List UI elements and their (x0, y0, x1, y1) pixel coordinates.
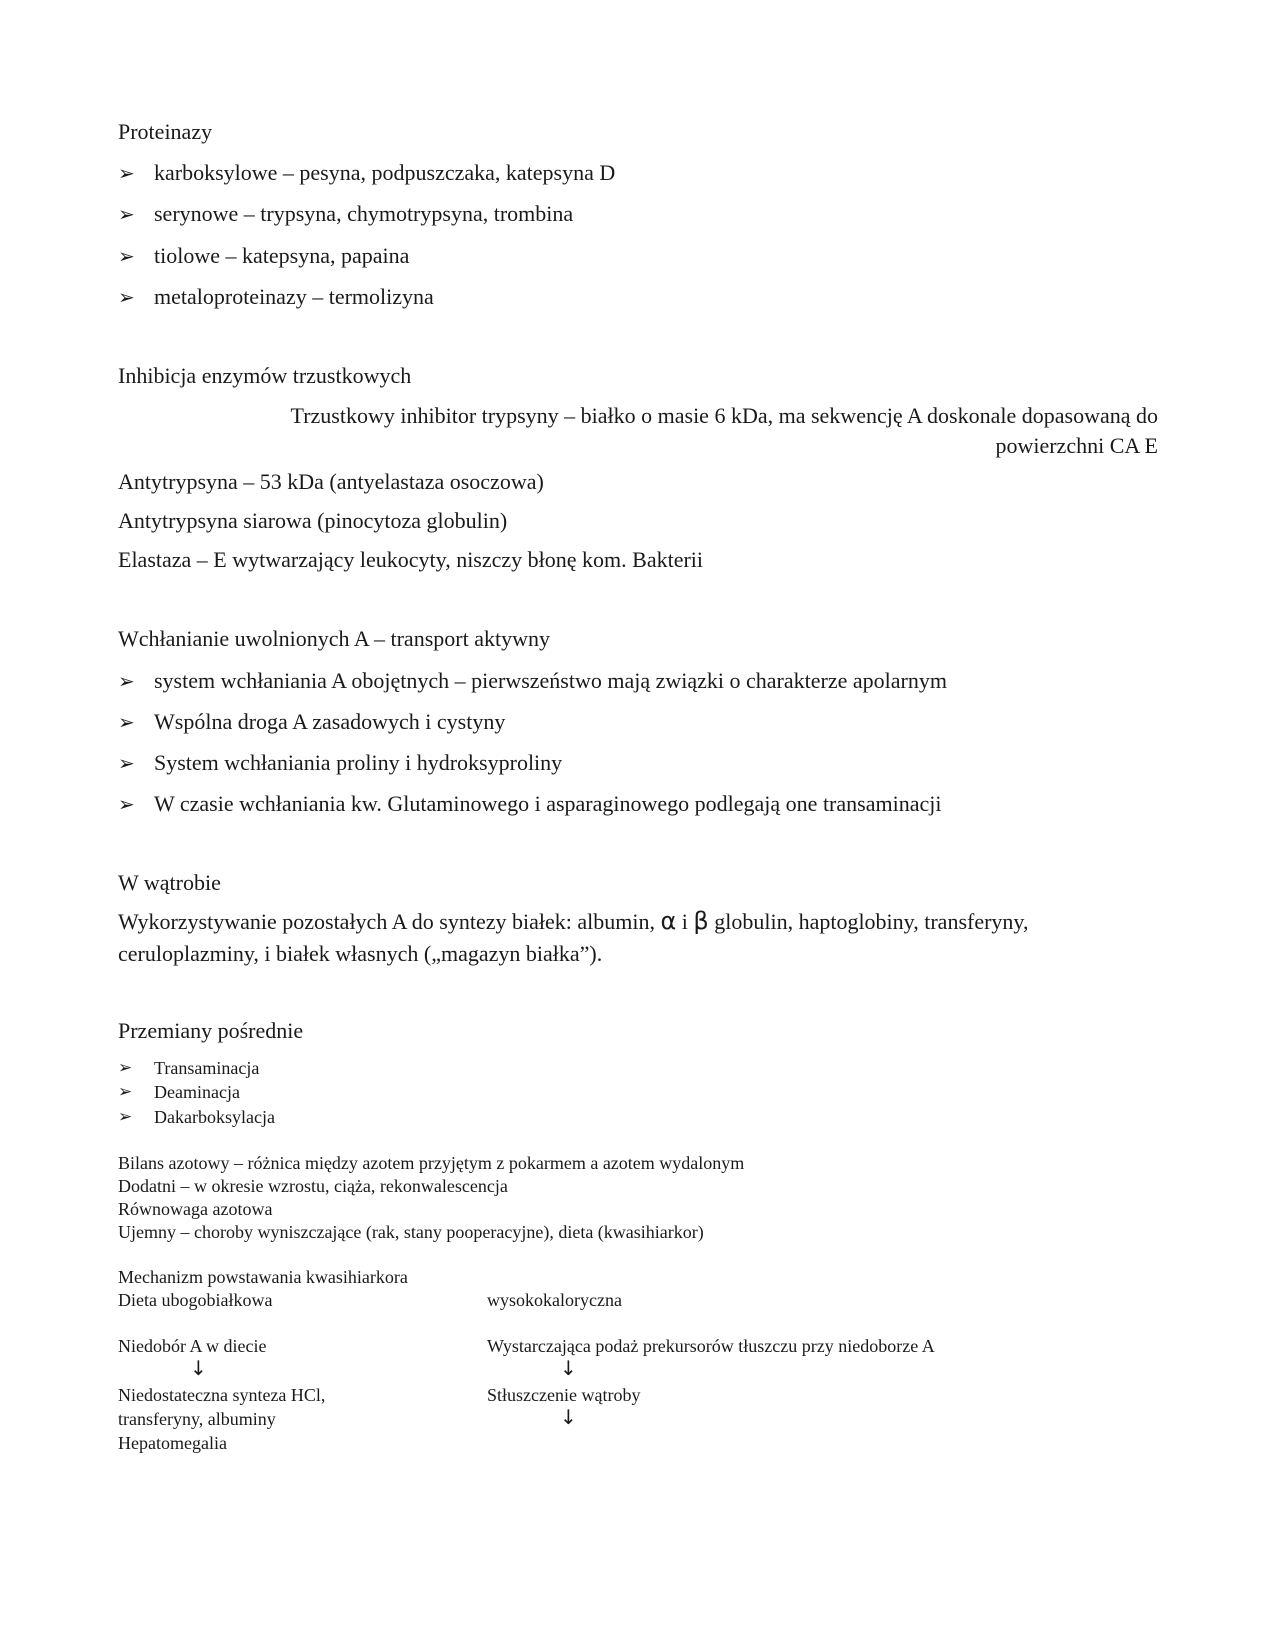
arrow-bullet-icon: ➢ (118, 1058, 133, 1078)
arrow-bullet-icon: ➢ (118, 161, 135, 185)
heading-przemiany: Przemiany pośrednie (118, 1018, 304, 1043)
down-arrow-icon: ↓ (560, 1356, 577, 1380)
heading-proteinazy: Proteinazy (118, 119, 213, 144)
arrow-bullet-icon: ➢ (118, 202, 135, 226)
right-diet: wysokokaloryczna (487, 1290, 622, 1310)
down-arrow-icon: ↓ (190, 1356, 207, 1380)
list-item-text: System wchłaniania proliny i hydroksyproliny (154, 750, 563, 775)
text-line: Elastaza – E wytwarzający leukocyty, niszczy błonę kom. Bakterii (118, 547, 704, 572)
paragraph-line: Wykorzystywanie pozostałych A do syntezy białek: albumin, α i β globulin, haptoglobiny, transferyny, (118, 907, 1029, 935)
right-supply: Wystarczająca podaż prekursorów tłuszczu przy niedoborze A (487, 1336, 935, 1356)
list-item-text: metaloproteinazy – termolizyna (154, 284, 434, 309)
list-item-text: Deaminacja (154, 1082, 240, 1102)
text-line: Bilans azotowy – różnica między azotem przyjętym z pokarmem a azotem wydalonym (118, 1153, 745, 1173)
list-item-text: Transaminacja (154, 1058, 260, 1078)
left-result: transferyny, albuminy (118, 1409, 276, 1429)
paragraph-watroba (118, 905, 1168, 970)
indented-paragraph (170, 401, 1158, 461)
arrow-bullet-icon: ➢ (118, 669, 135, 693)
list-item-text: W czasie wchłaniania kw. Glutaminowego i asparaginowego podlegają one transaminacji (154, 791, 942, 816)
heading-inhibicja: Inhibicja enzymów trzustkowych (118, 363, 412, 388)
down-arrow-icon: ↓ (560, 1405, 577, 1429)
text-line: Równowaga azotowa (118, 1199, 273, 1219)
left-result: Hepatomegalia (118, 1433, 227, 1453)
arrow-bullet-icon: ➢ (118, 710, 135, 734)
text-line: Dodatni – w okresie wzrostu, ciąża, rekonwalescencja (118, 1176, 508, 1196)
list-item-text: system wchłaniania A obojętnych – pierwszeństwo mają związki o charakterze apolarnym (154, 668, 947, 693)
left-diet: Dieta ubogobiałkowa (118, 1290, 273, 1310)
arrow-bullet-icon: ➢ (118, 792, 135, 816)
arrow-bullet-icon: ➢ (118, 751, 135, 775)
beta-symbol: β (693, 907, 709, 935)
alpha-symbol: α (660, 907, 677, 935)
text-line: Ujemny – choroby wyniszczające (rak, stany pooperacyjne), dieta (kwasihiarkor) (118, 1222, 704, 1242)
heading-wchlanianie: Wchłanianie uwolnionych A – transport aktywny (118, 626, 550, 651)
left-result: Niedostateczna synteza HCl, (118, 1385, 326, 1405)
indented-line: powierzchni CA E (995, 433, 1158, 458)
arrow-bullet-icon: ➢ (118, 1082, 133, 1102)
right-result: Stłuszczenie wątroby (487, 1385, 641, 1405)
mechanism-title: Mechanizm powstawania kwasihiarkora (118, 1267, 408, 1287)
list-item-text: tiolowe – katepsyna, papaina (154, 243, 410, 268)
heading-w-watrobie: W wątrobie (118, 870, 221, 895)
indented-line: Trzustkowy inhibitor trypsyny – białko o masie 6 kDa, ma sekwencję A doskonale dopasowaną do (290, 403, 1158, 428)
list-item-text: serynowe – trypsyna, chymotrypsyna, trombina (154, 201, 574, 226)
paragraph-line: ceruloplazminy, i białek własnych („magazyn białka”). (118, 941, 603, 966)
list-item-text: karboksylowe – pesyna, podpuszczaka, katepsyna D (154, 160, 616, 185)
left-deficit: Niedobór A w diecie (118, 1336, 267, 1356)
text-line: Antytrypsyna siarowa (pinocytoza globulin) (118, 508, 508, 533)
arrow-bullet-icon: ➢ (118, 1107, 133, 1127)
arrow-bullet-icon: ➢ (118, 285, 135, 309)
list-item-text: Dakarboksylacja (154, 1107, 275, 1127)
list-item-text: Wspólna droga A zasadowych i cystyny (154, 709, 506, 734)
text-line: Antytrypsyna – 53 kDa (antyelastaza osoczowa) (118, 469, 544, 494)
arrow-bullet-icon: ➢ (118, 244, 135, 268)
